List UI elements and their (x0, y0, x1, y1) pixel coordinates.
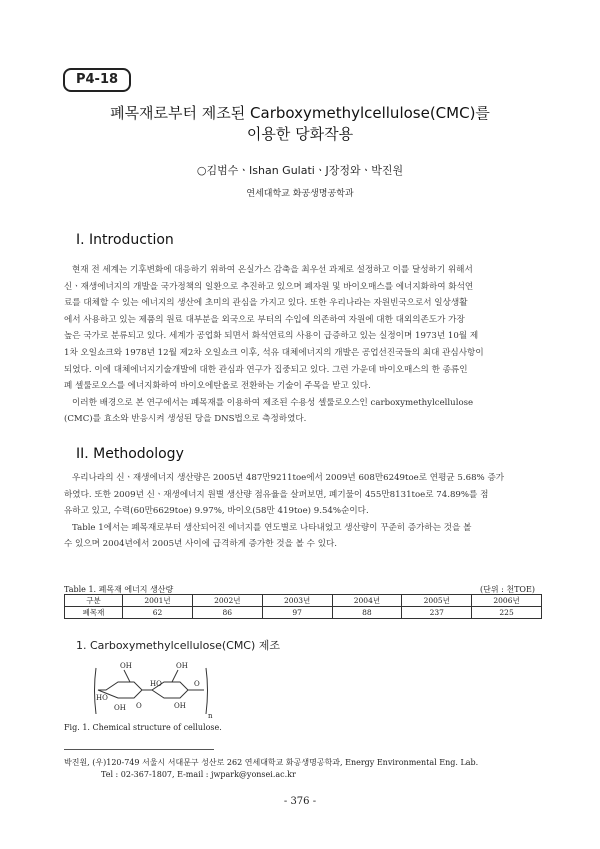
section-heading-introduction: I. Introduction (76, 232, 174, 248)
method-line: 유하고 있고, 수력(60만6629toe) 9.97%, 바이오(58만 419toe) 9.54%순이다. (64, 506, 369, 517)
ho-label: HO (150, 680, 162, 688)
table-header-cell: 2005년 (402, 595, 472, 607)
oh-label: OH (176, 662, 188, 670)
table-cell: 88 (332, 607, 402, 619)
intro-line: 1차 오일쇼크와 1978년 12월 제2차 오일쇼크 이후, 석유 대체에너지의 개발은 공업선진국들의 최대 관심사항이 (64, 347, 484, 358)
poster-code-badge: P4-18 (63, 68, 131, 92)
oh-label: OH (120, 662, 132, 670)
ho-label: HO (96, 694, 108, 702)
table-row (65, 607, 542, 619)
table-unit: (단위 : 천TOE) (480, 585, 535, 594)
affiliation: 연세대학교 화공생명공학과 (246, 189, 354, 199)
footnote-address: 박진원, (우)120-749 서울시 서대문구 성산로 262 연세대학교 화공생명공학과, Energy Environmental Eng. Lab. (64, 758, 479, 767)
intro-line: 료를 대체할 수 있는 에너지의 생산에 초미의 관심을 가지고 있다. 또한 우리나라는 자원빈국으로서 일상생활 (64, 298, 468, 309)
method-line: 하였다. 또한 2009년 신ㆍ재생에너지 원별 생산량 점유율을 살펴보면, 폐기물이 455만8131toe로 74.89%를 점 (64, 489, 489, 500)
oh-label: OH (174, 702, 186, 710)
table-header-cell: 2006년 (472, 595, 542, 607)
table-cell: 237 (402, 607, 472, 619)
title-line-1: 폐목재로부터 제조된 Carboxymethylcellulose(CMC)를 (110, 104, 490, 122)
section-heading-methodology: II. Methodology (76, 446, 184, 462)
cellulose-structure-diagram (92, 660, 242, 722)
intro-line: 신ㆍ재생에너지의 개발을 국가정책의 일환으로 추진하고 있으며 폐자원 및 바이오매스를 에너지화하여 화석연 (64, 281, 474, 292)
authors: ○김범수ㆍIshan GulatiㆍJ장정와ㆍ박진원 (196, 164, 404, 177)
table-cell: 86 (192, 607, 262, 619)
repeat-n-label: n (208, 712, 213, 720)
table-header-cell: 2003년 (262, 595, 332, 607)
table-header-cell: 2004년 (332, 595, 402, 607)
method-line: 수 있으며 2004년에서 2005년 사이에 급격하게 증가한 것을 볼 수 있다. (64, 539, 338, 550)
table-header-cell: 구분 (65, 595, 123, 607)
table-cell: 62 (123, 607, 193, 619)
oh-label: OH (114, 704, 126, 712)
page-number: - 376 - (283, 796, 317, 807)
title-line-2: 이용한 당화작용 (246, 125, 354, 143)
introduction-body (64, 262, 542, 428)
intro-line: 에서 사용하고 있는 제품의 원료 대부분을 외국으로 부터의 수입에 의존하여 자원에 대한 대외의존도가 가장 (64, 314, 465, 325)
intro-line: 높은 국가로 분류되고 있다. 세계가 공업화 되면서 화석연료의 사용이 급증하고 있는 실정이며 1973년 10월 제 (64, 331, 479, 342)
oxygen-label: O (136, 702, 142, 710)
intro-line: 이러한 배경으로 본 연구에서는 폐목재를 이용하여 제조된 수용성 셀룰로오스인 carboxymethylcellulose (72, 397, 474, 408)
table-header-row (65, 595, 542, 607)
method-line: Table 1에서는 폐목재로부터 생산되어진 에너지를 연도별로 나타내었고 생산량이 꾸준히 증가하는 것을 볼 (72, 522, 472, 533)
table-cell: 97 (262, 607, 332, 619)
table-header-cell: 2002년 (192, 595, 262, 607)
energy-production-table (64, 594, 542, 619)
table-header-cell: 2001년 (123, 595, 193, 607)
table-caption: Table 1. 폐목재 에너지 생산량 (64, 585, 174, 594)
intro-line: 되었다. 이에 대체에너지기술개발에 대한 관심과 연구가 집중되고 있다. 그런 가운데 바이오매스의 한 종류인 (64, 364, 468, 375)
figure-caption: Fig. 1. Chemical structure of cellulose. (64, 723, 222, 732)
intro-line: 폐 셀룰로오스를 에너지화하여 바이오에탄올로 전환하는 기술이 주목을 받고 있다. (64, 381, 371, 392)
subsection-heading-cmc: 1. Carboxymethylcellulose(CMC) 제조 (76, 639, 281, 652)
methodology-body (64, 470, 542, 553)
oxygen-label: O (194, 680, 200, 688)
footnote-divider (64, 749, 214, 750)
intro-line: (CMC)를 효소와 반응시켜 생성된 당을 DNS법으로 측정하였다. (64, 414, 307, 425)
table-cell: 폐목재 (65, 607, 123, 619)
method-line: 우리나라의 신ㆍ재생에너지 생산량은 2005년 487만9211toe에서 2009년 608만6249toe로 연평균 5.68% 증가 (72, 473, 505, 483)
table-cell: 225 (472, 607, 542, 619)
intro-line: 현재 전 세계는 기후변화에 대응하기 위하여 온실가스 감축을 최우선 과제로 설정하고 이를 달성하기 위해서 (72, 265, 473, 275)
footnote-contact: Tel : 02-367-1807, E-mail : jwpark@yonsei.ac.kr (101, 770, 296, 779)
